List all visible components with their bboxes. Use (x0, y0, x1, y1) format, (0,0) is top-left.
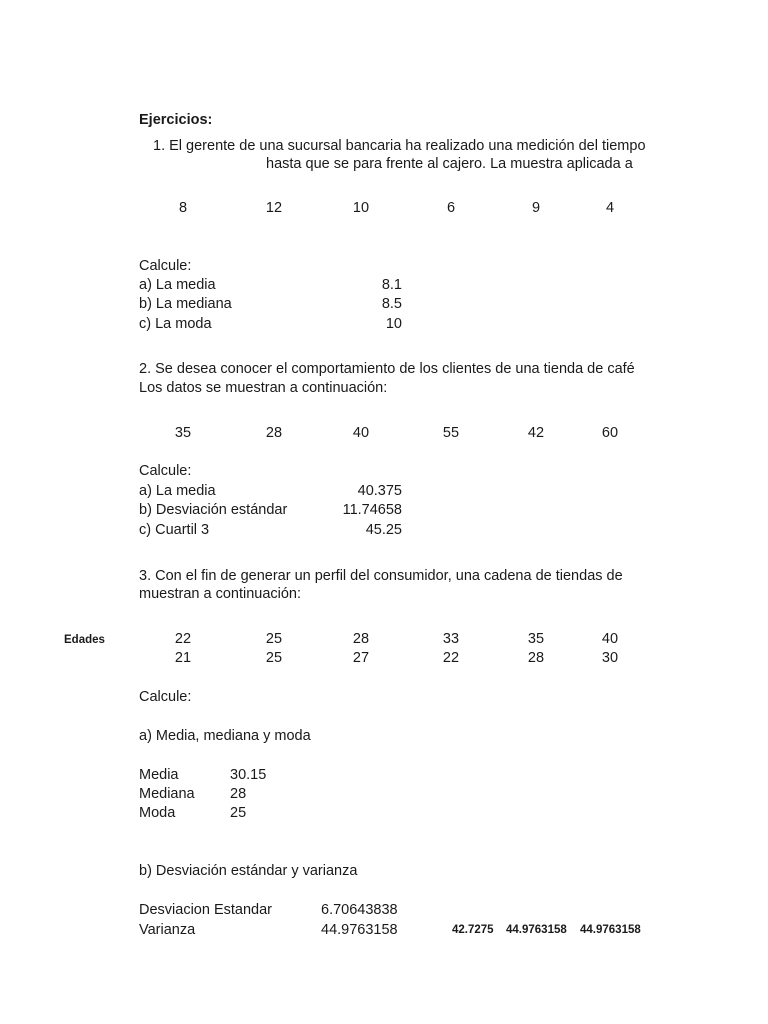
ex3-part-a: a) Media, mediana y moda (139, 728, 311, 744)
ex3-row2-value: 28 (527, 650, 545, 666)
ex3-stat-label: Varianza (139, 922, 196, 938)
ex1-item-label: c) La moda (139, 316, 212, 332)
ex3-extra-value: 44.9763158 (580, 924, 641, 936)
ex1-item-value: 8.5 (381, 296, 402, 312)
ex3-row1-value: 33 (442, 631, 460, 647)
ex3-stat-label: Mediana (139, 786, 195, 802)
ex1-item-value: 8.1 (381, 277, 402, 293)
ex2-item-value: 40.375 (357, 483, 402, 499)
ex2-data-value: 40 (352, 425, 370, 441)
ex2-item-value: 45.25 (365, 522, 402, 538)
ex1-data-value: 6 (446, 200, 456, 216)
ex1-data-value: 9 (531, 200, 541, 216)
ex1-text-line2: hasta que se para frente al cajero. La muestra aplicada a (266, 156, 633, 172)
ex3-row2-value: 21 (174, 650, 192, 666)
ex3-part-b: b) Desviación estándar y varianza (139, 863, 358, 879)
ex3-row1-value: 22 (174, 631, 192, 647)
ex3-stat-value: 30.15 (230, 767, 267, 783)
ex2-item-label: c) Cuartil 3 (139, 522, 210, 538)
ex3-row2-value: 22 (442, 650, 460, 666)
ex3-stat-value: 25 (230, 805, 247, 821)
ex3-text-line1: 3. Con el fin de generar un perfil del consumidor, una cadena de tiendas de (139, 568, 623, 584)
ex3-text-line2: muestran a continuación: (139, 586, 302, 602)
ex3-stat-value: 28 (230, 786, 247, 802)
ex3-stat-label: Desviacion Estandar (139, 902, 272, 918)
ex3-row2-value: 25 (265, 650, 283, 666)
ex2-item-label: b) Desviación estándar (139, 502, 288, 518)
ex2-data-value: 28 (265, 425, 283, 441)
ex2-data-value: 60 (601, 425, 619, 441)
ex3-row1-value: 35 (527, 631, 545, 647)
ex3-stat-value: 6.70643838 (321, 902, 398, 918)
ex3-row-label: Edades (64, 634, 105, 646)
ex1-item-label: a) La media (139, 277, 216, 293)
ex2-text-line2: Los datos se muestran a continuación: (139, 380, 388, 396)
ex1-data-value: 4 (605, 200, 615, 216)
ex3-extra-value: 44.9763158 (506, 924, 567, 936)
ex3-calc-label: Calcule: (139, 689, 192, 705)
ex2-data-value: 42 (527, 425, 545, 441)
page-heading: Ejercicios: (139, 112, 213, 128)
ex1-text-line1: 1. El gerente de una sucursal bancaria ha realizado una medición del tiempo (153, 138, 646, 154)
ex1-data-value: 10 (352, 200, 370, 216)
ex1-item-label: b) La mediana (139, 296, 232, 312)
ex3-row1-value: 40 (601, 631, 619, 647)
ex1-item-value: 10 (385, 316, 402, 332)
ex2-item-label: a) La media (139, 483, 216, 499)
ex2-item-value: 11.74658 (342, 502, 402, 518)
ex2-data-value: 55 (442, 425, 460, 441)
ex3-row2-value: 27 (352, 650, 370, 666)
ex3-row1-value: 25 (265, 631, 283, 647)
ex1-data-value: 8 (178, 200, 188, 216)
ex1-data-value: 12 (265, 200, 283, 216)
ex3-row2-value: 30 (601, 650, 619, 666)
ex2-text-line1: 2. Se desea conocer el comportamiento de los clientes de una tienda de café (139, 361, 635, 377)
ex3-stat-value: 44.9763158 (321, 922, 398, 938)
ex3-extra-value: 42.7275 (452, 924, 494, 936)
ex1-calc-label: Calcule: (139, 258, 192, 274)
ex2-data-value: 35 (174, 425, 192, 441)
ex3-stat-label: Media (139, 767, 179, 783)
ex3-row1-value: 28 (352, 631, 370, 647)
ex3-stat-label: Moda (139, 805, 176, 821)
ex2-calc-label: Calcule: (139, 463, 192, 479)
